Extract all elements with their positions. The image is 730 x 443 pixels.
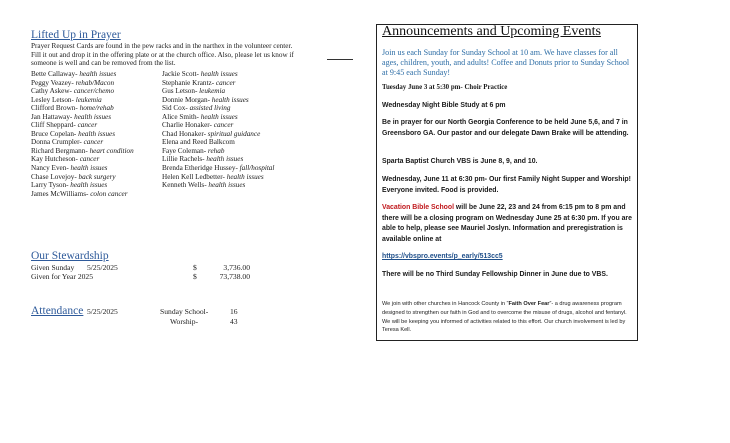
prayer-list-item <box>162 164 274 173</box>
prayer-list-item <box>31 87 134 96</box>
prayer-name: Clifford Brown- <box>31 104 78 113</box>
prayer-note: rehab <box>207 146 225 155</box>
prayer-name: Donna Crumpler- <box>31 138 82 147</box>
prayer-name: Kay Hutcheson- <box>31 155 78 164</box>
bible-study: Wednesday Night Bible Study at 6 pm <box>382 102 506 109</box>
prayer-heading: Lifted Up in Prayer <box>31 29 121 41</box>
prayer-list-item <box>31 181 134 190</box>
sunday-school-intro: Join us each Sunday for Sunday School at 10 am. We have classes for all ages, children, youth, and adults! Coffee and Donuts prior to Sunday School at 9:45 each Sunday! <box>382 48 630 77</box>
prayer-note: cancer <box>83 138 104 147</box>
prayer-intro <box>31 42 331 68</box>
stewardship-row-currency: $ <box>193 272 197 281</box>
prayer-note: cancer <box>79 155 100 164</box>
stewardship-heading: Our Stewardship <box>31 250 109 262</box>
prayer-list-item <box>162 104 274 113</box>
attendance-row-value: 16 <box>230 307 238 316</box>
prayer-name: Chad Honaker- <box>162 129 206 138</box>
prayer-note: health issues <box>226 172 264 181</box>
prayer-intro-line: Prayer Request Cards are found in the pew racks and in the narthex in the volunteer center. <box>31 42 293 50</box>
attendance-row-label: Worship- <box>170 317 199 326</box>
attendance-row-value: 43 <box>230 317 238 326</box>
prayer-note: health issues <box>74 112 112 121</box>
prayer-name: Stephanie Krantz- <box>162 78 215 87</box>
prayer-note: fall/hospital <box>239 164 275 173</box>
vbs-link-line <box>382 252 634 263</box>
prayer-note: colon cancer <box>90 189 128 198</box>
prayer-name: Jackie Scott- <box>162 70 199 78</box>
prayer-list-item <box>31 155 134 164</box>
prayer-name: Cathy Askew- <box>31 87 72 96</box>
stewardship-row-date: 5/25/2025 <box>87 263 118 272</box>
prayer-list-item <box>31 113 134 122</box>
prayer-note: health issues <box>200 70 238 78</box>
prayer-list-item <box>31 190 134 199</box>
prayer-name: Brenda Etheridge Hussey- <box>162 164 238 173</box>
prayer-list-item <box>31 79 134 88</box>
prayer-name: Elena and Reed Balkcom <box>162 138 235 147</box>
prayer-name: Nancy Even- <box>31 164 69 173</box>
prayer-list-item <box>162 121 274 130</box>
prayer-list-item <box>31 70 134 79</box>
prayer-note: health issues <box>70 164 108 173</box>
prayer-note: cancer <box>77 121 98 130</box>
prayer-list-item <box>31 164 134 173</box>
prayer-note: leukemia <box>75 95 102 104</box>
prayer-list-item <box>162 96 274 105</box>
faith-over-fear <box>382 300 634 335</box>
stewardship-row-label: Given Sunday <box>31 263 75 272</box>
prayer-list-item <box>162 138 274 147</box>
stewardship-row-currency: $ <box>193 263 197 272</box>
prayer-note: leukemia <box>199 87 226 96</box>
attendance-row-label: Sunday School- <box>160 307 209 316</box>
stewardship-row-label: Given for Year 2025 <box>31 272 94 281</box>
prayer-list-item <box>162 181 274 190</box>
prayer-name: Faye Coleman- <box>162 146 207 155</box>
prayer-list-left <box>31 70 134 198</box>
prayer-list-right <box>162 70 274 190</box>
vbs-registration-link[interactable]: https://vbspro.events/p_early/513cc5 <box>382 253 503 260</box>
prayer-note: assisted living <box>189 104 231 113</box>
prayer-name: Donnie Morgan- <box>162 95 210 104</box>
prayer-note: cancer <box>215 78 236 87</box>
prayer-intro-line: someone is well and can be removed from the list. <box>31 59 176 68</box>
prayer-name: Bruce Copelan- <box>31 129 77 138</box>
prayer-list-item <box>162 173 274 182</box>
prayer-note: cancer/chemo <box>73 87 115 96</box>
prayer-name: James McWilliams- <box>31 189 89 198</box>
prayer-list-item <box>162 79 274 88</box>
prayer-note: home/rehab <box>79 104 114 113</box>
prayer-list-item <box>162 155 274 164</box>
stewardship-row-amount: 3,736.00 <box>223 263 250 272</box>
prayer-name: Sid Cox- <box>162 104 188 113</box>
prayer-note: cancer <box>213 121 234 130</box>
prayer-name: Lillie Rachels- <box>162 155 205 164</box>
prayer-name: Lesley Letson- <box>31 95 74 104</box>
sparta-vbs: Sparta Baptist Church VBS is June 8, 9, and 10. <box>382 158 538 165</box>
prayer-note: back surgery <box>78 172 116 181</box>
attendance-heading: Attendance <box>31 305 84 317</box>
prayer-name: Larry Tyson- <box>31 181 69 190</box>
prayer-list-item <box>162 87 274 96</box>
divider-line <box>327 59 353 60</box>
prayer-note: health issues <box>78 129 116 138</box>
prayer-list-item <box>31 121 134 130</box>
attendance-date: 5/25/2025 <box>87 307 118 316</box>
fof-pre: We join with other churches in Hancock County in “ <box>382 301 509 307</box>
prayer-list-item <box>31 173 134 182</box>
prayer-name: Alice Smith- <box>162 112 199 121</box>
prayer-note: health issues <box>211 95 249 104</box>
prayer-name: Helen Kell Ledbetter- <box>162 172 225 181</box>
conference-prayer: Be in prayer for our North Georgia Conference to be held June 5,6, and 7 in Greensboro GA. Our pastor and our delegate Dawn Brake will be attending. <box>382 119 629 137</box>
prayer-list-item <box>31 138 134 147</box>
prayer-list-item <box>162 70 274 79</box>
prayer-name: Cliff Sheppard- <box>31 121 76 130</box>
prayer-list-item <box>31 96 134 105</box>
stewardship-row-amount: 73,738.00 <box>219 272 250 281</box>
prayer-note: rehab/Macon <box>75 78 115 87</box>
choir-practice: Tuesday June 3 at 5:30 pm- Choir Practice <box>382 84 508 91</box>
prayer-name: Charlie Honaker- <box>162 121 212 130</box>
prayer-note: health issues <box>79 70 117 78</box>
prayer-name: Peggy Veazey- <box>31 78 74 87</box>
prayer-name: Gus Letson- <box>162 87 198 96</box>
prayer-note: health issues <box>206 155 244 164</box>
prayer-list-item <box>31 147 134 156</box>
prayer-note: health issues <box>70 181 108 190</box>
prayer-name: Jan Hattaway- <box>31 112 73 121</box>
vbs-label: Vacation Bible School <box>382 204 454 211</box>
prayer-name: Bette Callaway- <box>31 70 78 78</box>
prayer-intro-line: Fill it out and drop it in the offering plate or at the church office. Also, please let us know if <box>31 50 294 59</box>
vbs-details: will be June 22, 23 and 24 from 6:15 pm to 8 pm and there will be a closing program on Wednesday June 25 at 6:30 pm. If you are able to help, please see Mauriel Joslyn. Information and preregistration is available online at <box>382 204 632 243</box>
prayer-note: health issues <box>208 181 246 190</box>
prayer-list-item <box>31 104 134 113</box>
vbs-paragraph <box>382 203 634 245</box>
prayer-note: spiritual guidance <box>207 129 261 138</box>
announcements-heading: Announcements and Upcoming Events <box>382 24 601 39</box>
family-night: Wednesday, June 11 at 6:30 pm- Our first Family Night Supper and Worship! Everyone invited. Food is provided. <box>382 176 631 194</box>
prayer-name: Chase Lovejoy- <box>31 172 77 181</box>
fof-post: ”- a drug awareness program designed to strengthen our faith in God and to overcome the misuse of drugs, alcohol and fentanyl. We will be keeping you informed of activities related to this effort. Our church involvement is led by Teresa Kell. <box>382 301 627 334</box>
prayer-name: Richard Bergmann- <box>31 146 88 155</box>
prayer-list-item <box>162 113 274 122</box>
prayer-list-item <box>162 130 274 139</box>
prayer-name: Kenneth Wells- <box>162 181 207 190</box>
fellowship-dinner: There will be no Third Sunday Fellowship Dinner in June due to VBS. <box>382 271 608 278</box>
fof-title: Faith Over Fear <box>508 301 550 307</box>
prayer-list-item <box>162 147 274 156</box>
prayer-note: health issues <box>200 112 238 121</box>
prayer-list-item <box>31 130 134 139</box>
prayer-note: heart condition <box>89 146 134 155</box>
